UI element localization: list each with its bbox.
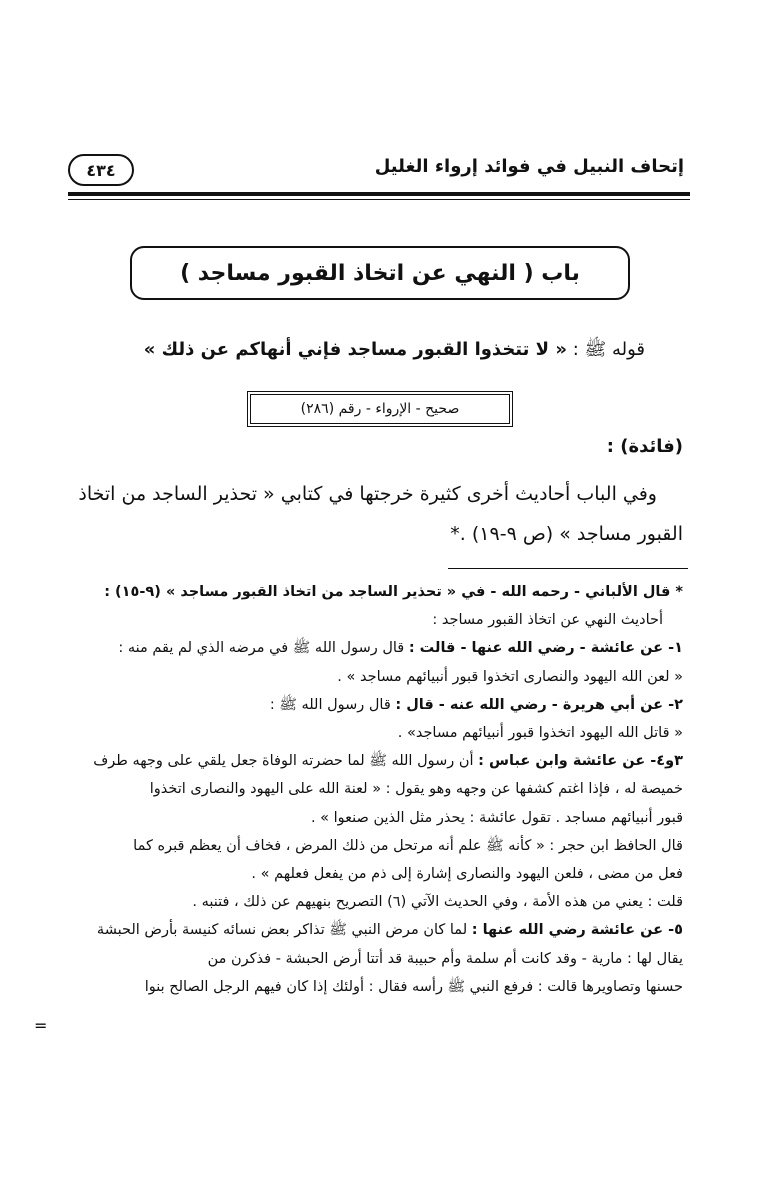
footnote-line: [71, 916, 683, 944]
hadith-grade-box: [250, 394, 510, 424]
footnote-line: [71, 945, 683, 973]
chapter-title: باب ( النهي عن اتخاذ القبور مساجد ): [180, 260, 580, 286]
hadith-intro: قوله ﷺ :: [572, 339, 645, 360]
footnote-line-heading: ٢- عن أبي هريرة - رضي الله عنه - قال :: [395, 696, 683, 713]
page-header: [68, 150, 690, 194]
footnote-line-text: يقال لها : مارية - وقد كانت أم سلمة وأم حبيبة قد أتتا أرض الحبشة - فذكرن من: [207, 950, 683, 967]
footnote-line-heading: ١- عن عائشة - رضي الله عنها - قالت :: [408, 640, 683, 657]
footnote-line-text: قلت : يعني من هذه الأمة ، وفي الحديث الآتي (٦) التصريح بنهيهم عن ذلك ، فتنبه .: [192, 894, 683, 911]
continuation-mark: =: [34, 1016, 48, 1035]
header-rule-thick: [68, 192, 690, 196]
footnote-line-text: قال الحافظ ابن حجر : « كأنه ﷺ علم أنه مرتحل من ذلك المرض ، فخاف أن يعظم قبره كما: [133, 837, 683, 854]
hadith-text: « لا تتخذوا القبور مساجد فإني أنهاكم عن ذلك »: [143, 339, 567, 360]
footnote-line: [71, 860, 683, 888]
footnote-line: [71, 775, 683, 803]
page-number: ٤٣٤: [86, 160, 116, 180]
footnote-line: [71, 634, 683, 662]
faida-line-2: القبور مساجد » (ص ٩-١٩) .*: [450, 523, 683, 545]
header-rule-thin: [68, 199, 690, 200]
footnote-line-heading: * قال الألباني - رحمه الله - في « تحذير الساجد من اتخاذ القبور مساجد » (٩-١٥) :: [104, 584, 683, 600]
footnote-line-text: قال رسول الله ﷺ :: [269, 696, 396, 713]
chapter-title-box: [130, 246, 630, 300]
footnote-line-text: قال رسول الله ﷺ في مرضه الذي لم يقم منه :: [118, 640, 409, 657]
footnote-line-text: خميصة له ، فإذا اغتم كشفها عن وجهه وهو يقول : « لعنة الله على اليهود والنصارى اتخذوا: [149, 781, 683, 798]
footnote-line-text: أحاديث النهي عن اتخاذ القبور مساجد :: [432, 612, 663, 629]
footnote-block: [71, 578, 683, 1001]
footnote-line-text: حسنها وتصاويرها قالت : فرفع النبي ﷺ رأسه فقال : أولئك إذا كان فيهم الرجل الصالح بنوا: [144, 978, 683, 995]
faida-label: (فائدة) :: [606, 436, 683, 457]
footnote-line-text: « قاتل الله اليهود اتخذوا قبور أنبيائهم مساجد» .: [397, 725, 683, 742]
hadith-grade: صحيح - الإرواء - رقم (٢٨٦): [300, 401, 460, 417]
footnote-line: [71, 747, 683, 775]
running-title: إتحاف النبيل في فوائد إرواء الغليل: [374, 156, 684, 177]
footnote-separator: [448, 568, 688, 569]
page-number-badge: [68, 154, 134, 186]
footnote-line: [71, 691, 683, 719]
hadith-line: [105, 338, 645, 364]
footnote-line: [71, 973, 683, 1001]
faida-paragraph: [77, 474, 683, 554]
footnote-line: [71, 663, 683, 691]
footnote-line: [71, 888, 683, 916]
footnote-line: [71, 606, 683, 634]
footnote-line: [71, 832, 683, 860]
footnote-line: [71, 719, 683, 747]
footnote-line: [71, 578, 683, 606]
footnote-line: [71, 804, 683, 832]
footnote-line-heading: ٥- عن عائشة رضي الله عنها :: [471, 922, 683, 939]
footnote-line-text: أن رسول الله ﷺ لما حضرته الوفاة جعل يلقي على وجهه طرف: [93, 753, 479, 770]
footnote-line-text: « لعن الله اليهود والنصارى اتخذوا قبور أنبيائهم مساجد » .: [337, 668, 683, 685]
faida-line-1: وفي الباب أحاديث أخرى كثيرة خرجتها في كتابي « تحذير الساجد من اتخاذ: [78, 483, 657, 505]
footnote-line-text: لما كان مرض النبي ﷺ تذاكر بعض نسائه كنيسة بأرض الحبشة: [96, 922, 472, 939]
footnote-line-heading: ٣و٤- عن عائشة وابن عباس :: [478, 753, 683, 770]
footnote-line-text: قبور أنبيائهم مساجد . تقول عائشة : يحذر مثل الذين صنعوا » .: [310, 809, 683, 826]
footnote-line-text: فعل من مضى ، فلعن اليهود والنصارى إشارة إلى ذم من يفعل فعلهم » .: [251, 866, 683, 883]
